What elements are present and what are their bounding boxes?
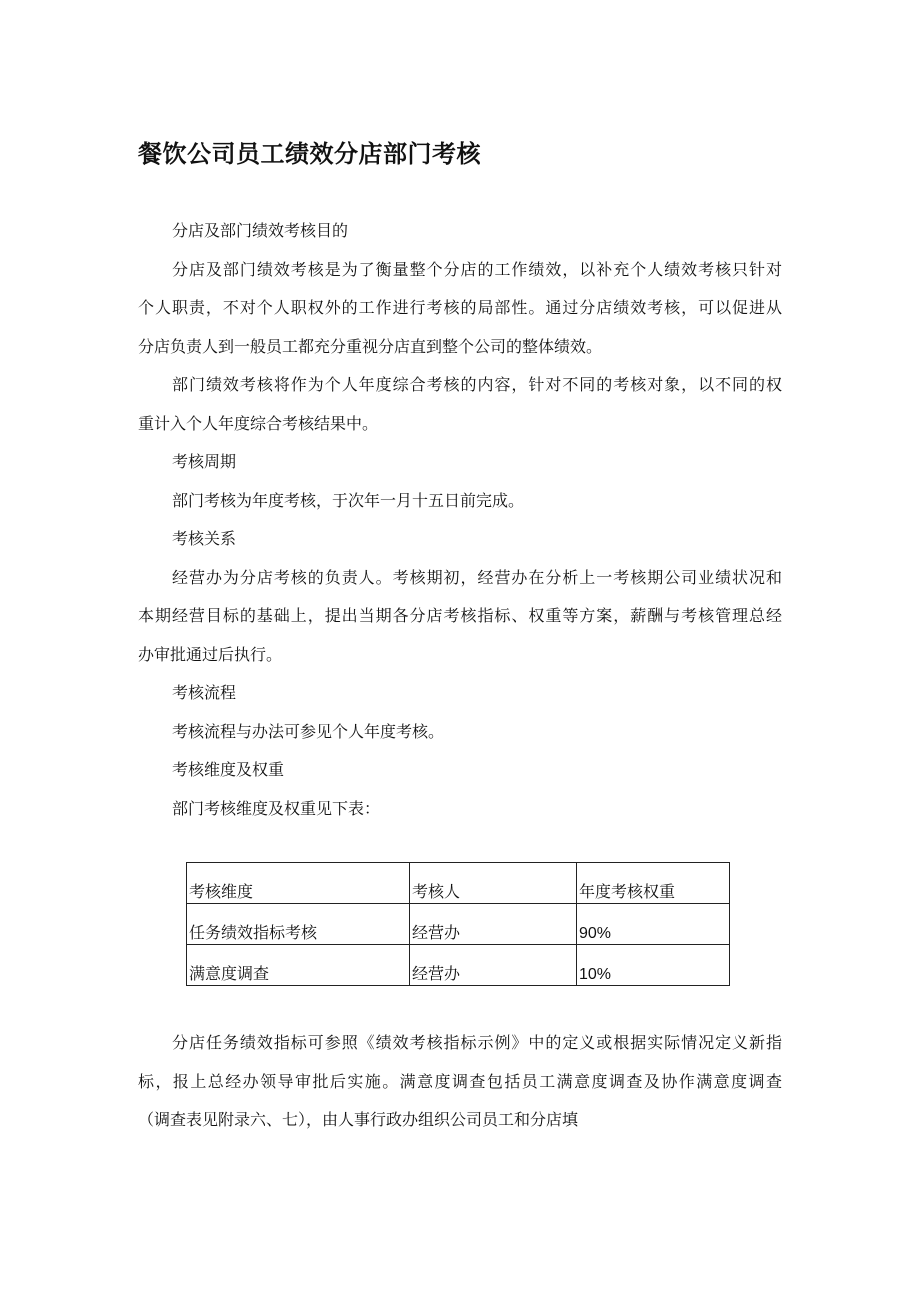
paragraph-line: 办审批通过后执行。 — [138, 644, 283, 664]
section-heading-dimensions: 考核维度及权重 — [172, 760, 285, 779]
paragraph-line: 部门考核维度及权重见下表： — [172, 798, 381, 818]
table-header-cell: 考核维度 — [187, 863, 410, 904]
table-cell: 经营办 — [410, 904, 577, 945]
paragraph-line: 经营办为分店考核的负责人。考核期初，经营办在分析上一考核期公司业绩状况和 — [172, 567, 782, 587]
table-cell: 10% — [577, 945, 730, 986]
table-cell: 任务绩效指标考核 — [187, 904, 410, 945]
table-header-cell: 年度考核权重 — [577, 863, 730, 904]
paragraph-line: （调查表见附录六、七），由人事行政办组织公司员工和分店填 — [138, 1110, 579, 1129]
table-cell: 满意度调查 — [187, 945, 410, 986]
document-body — [138, 212, 782, 828]
table-cell: 经营办 — [410, 945, 577, 986]
paragraph-line: 考核流程与办法可参见个人年度考核。 — [172, 721, 445, 741]
paragraph-line: 本期经营目标的基础上，提出当期各分店考核指标、权重等方案，薪酬与考核管理总经 — [138, 606, 782, 625]
section-heading-relation: 考核关系 — [172, 529, 237, 548]
weights-table-wrapper — [186, 862, 730, 986]
table-header-row — [187, 863, 730, 904]
paragraph-line: 标，报上总经办领导审批后实施。满意度调查包括员工满意度调查及协作满意度调查 — [138, 1071, 782, 1091]
paragraph-line: 个人职责，不对个人职权外的工作进行考核的局部性。通过分店绩效考核，可以促进从 — [138, 298, 782, 317]
table-row — [187, 945, 730, 986]
paragraph-line: 重计入个人年度综合考核结果中。 — [138, 413, 379, 433]
paragraph-line: 分店负责人到一般员工都充分重视分店直到整个公司的整体绩效。 — [138, 336, 603, 356]
paragraph-line: 部门考核为年度考核，于次年一月十五日前完成。 — [172, 490, 525, 510]
document-title: 餐饮公司员工绩效分店部门考核 — [138, 140, 481, 168]
section-heading-process: 考核流程 — [172, 683, 237, 702]
table-cell: 90% — [577, 904, 730, 945]
section-heading-cycle: 考核周期 — [172, 452, 237, 471]
table-row — [187, 904, 730, 945]
table-header-cell: 考核人 — [410, 863, 577, 904]
paragraph-line: 分店及部门绩效考核是为了衡量整个分店的工作绩效，以补充个人绩效考核只针对 — [172, 259, 782, 279]
paragraph-line: 部门绩效考核将作为个人年度综合考核的内容，针对不同的考核对象，以不同的权 — [172, 375, 782, 394]
section-heading-purpose: 分店及部门绩效考核目的 — [172, 221, 349, 240]
weights-table — [186, 862, 730, 986]
paragraph-line: 分店任务绩效指标可参照《绩效考核指标示例》中的定义或根据实际情况定义新指 — [172, 1033, 782, 1052]
document-body-continued — [138, 1024, 782, 1140]
